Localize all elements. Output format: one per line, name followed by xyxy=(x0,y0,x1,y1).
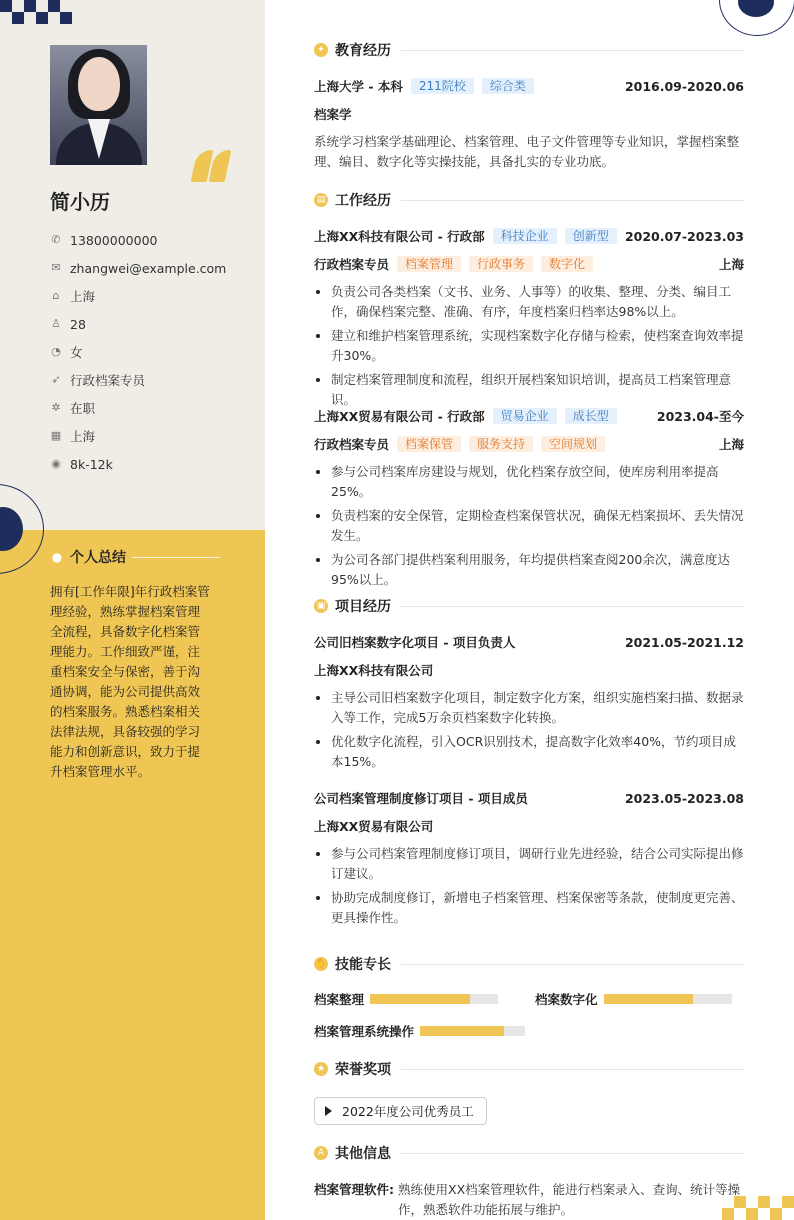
award-item: 2022年度公司优秀员工 xyxy=(314,1097,487,1125)
job-role-row: 行政档案专员 档案保管 服务支持 空间规划 上海 xyxy=(314,437,744,452)
list-item: 建立和维护档案管理系统，实现档案数字化存储与检索，使档案查询效率提升30%。 xyxy=(314,326,744,366)
major-row xyxy=(314,105,744,123)
summary-text: 拥有[工作年限]年行政档案管理经验，熟练掌握档案管理全流程，具备数字化档案管理能力。工作细致严谨，注重档案安全与保密，善于沟通协调，能为公司提供高效的档案服务。熟悉档案相关法律法规，具备较强的学习能力和创新意识，致力于提升档案管理水平。 xyxy=(50,584,210,779)
role-tag: 空间规划 xyxy=(541,436,605,452)
info-icon: A xyxy=(314,1146,328,1160)
other-info-row xyxy=(314,1180,744,1220)
job-company-row: 上海XX贸易有限公司 - 行政部 贸易企业 成长型 2023.04-至今 xyxy=(314,409,744,424)
divider xyxy=(401,200,744,201)
job-bullets xyxy=(314,462,744,594)
skill-item: 档案管理系统操作 xyxy=(314,1023,525,1039)
divider xyxy=(401,50,744,51)
skill-bar-fill xyxy=(604,994,694,1004)
divider xyxy=(401,1069,744,1070)
info-item-work-city: ▦ 上海 xyxy=(50,429,96,444)
job-city: 上海 xyxy=(718,257,744,272)
info-item-position: ➶ 行政档案专员 xyxy=(51,373,146,388)
education-period: 2016.09-2020.06 xyxy=(624,78,744,94)
job-city: 上海 xyxy=(718,437,744,452)
info-item-gender: ◔ 女 xyxy=(51,345,83,360)
role-tag: 服务支持 xyxy=(469,436,533,452)
award-icon: ★ xyxy=(314,1062,328,1076)
major: 档案学 xyxy=(314,107,352,122)
job-role-row: 行政档案专员 档案管理 行政事务 数字化 上海 xyxy=(314,257,744,272)
divider xyxy=(401,964,744,965)
section-other-heading: A 其他信息 xyxy=(314,1143,744,1163)
phone-icon: ✆ xyxy=(51,233,61,246)
summary-heading: ● 个人总结 xyxy=(50,547,220,567)
skill-item: 档案整理 xyxy=(314,991,498,1007)
list-item: 参与公司档案库房建设与规划，优化档案存放空间，使库房利用率提高25%。 xyxy=(314,462,744,502)
info-item-email: ✉ zhangwei@example.com xyxy=(51,260,227,276)
role-tag: 行政事务 xyxy=(469,256,533,272)
project-name-row: 公司档案管理制度修订项目 - 项目成员 2023.05-2023.08 xyxy=(314,790,744,806)
company-tag: 科技企业 xyxy=(493,228,557,244)
list-item: 优化数字化流程，引入OCR识别技术，提高数字化效率40%，节约项目成本15%。 xyxy=(314,732,744,772)
gender-icon: ◔ xyxy=(51,345,61,358)
skill-bar xyxy=(420,1026,525,1036)
age-icon: ♙ xyxy=(51,317,61,330)
education-icon: ✦ xyxy=(314,43,328,57)
school-tag: 综合类 xyxy=(482,78,534,94)
project-bullets xyxy=(314,688,744,776)
role-tag: 档案保管 xyxy=(397,436,461,452)
job-bullets xyxy=(314,282,744,414)
skill-bar xyxy=(604,994,732,1004)
send-icon: ➶ xyxy=(51,373,61,386)
list-item: 主导公司旧档案数字化项目，制定数字化方案，组织实施档案扫描、数据录入等工作，完成5万余页档案数字化转换。 xyxy=(314,688,744,728)
section-work-heading: ▤ 工作经历 xyxy=(314,190,744,210)
list-item: 为公司各部门提供档案利用服务，年均提供档案查阅200余次，满意度达95%以上。 xyxy=(314,550,744,590)
project-icon: ▣ xyxy=(314,599,328,613)
divider xyxy=(401,606,744,607)
quote-mark-icon xyxy=(190,150,230,184)
list-item: 负责档案的安全保管，定期检查档案保管状况，确保无档案损坏、丢失情况发生。 xyxy=(314,506,744,546)
other-info-value: 熟练使用XX档案管理软件，能进行档案录入、查询、统计等操作，熟悉软件功能拓展与维护。 xyxy=(398,1182,741,1217)
project-name-row: 公司旧档案数字化项目 - 项目负责人 2021.05-2021.12 xyxy=(314,634,744,650)
list-item: 负责公司各类档案（文书、业务、人事等）的收集、整理、分类、编目工作，确保档案完整、准确、有序，年度档案归档率达98%以上。 xyxy=(314,282,744,322)
school-name: 上海大学 - 本科 xyxy=(314,79,403,94)
skill-item: 档案数字化 xyxy=(535,991,732,1007)
skills-icon: ✋ xyxy=(315,959,327,969)
education-description: 系统学习档案学基础理论、档案管理、电子文件管理等专业知识，掌握档案整理、编目、数字化等实操技能，具备扎实的专业功底。 xyxy=(314,134,740,169)
project-company-row: 上海XX贸易有限公司 xyxy=(314,819,434,834)
salary-icon: ◉ xyxy=(51,457,61,470)
play-icon xyxy=(325,1106,332,1116)
section-education-heading: ✦ 教育经历 xyxy=(314,40,744,60)
education-row xyxy=(314,77,744,95)
skill-bar xyxy=(370,994,498,1004)
section-awards-heading: ★ 荣誉奖项 xyxy=(314,1059,744,1079)
skill-bar-fill xyxy=(370,994,470,1004)
contact-info-list xyxy=(50,226,260,478)
status-icon: ✲ xyxy=(51,401,61,414)
section-projects-heading: ▣ 项目经历 xyxy=(314,596,744,616)
briefcase-icon: ▤ xyxy=(314,193,328,207)
job-period: 2023.04-至今 xyxy=(656,409,744,424)
role-tag: 数字化 xyxy=(541,256,593,272)
mail-icon: ✉ xyxy=(51,261,61,274)
section-skills-heading: ✋ 技能专长 xyxy=(314,954,744,974)
profile-name: 简小历 xyxy=(50,190,110,214)
avatar xyxy=(50,45,147,165)
home-icon: ⌂ xyxy=(52,289,60,302)
decorative-circle-right xyxy=(719,0,794,36)
company-tag: 贸易企业 xyxy=(493,408,557,424)
role-tag: 档案管理 xyxy=(397,256,461,272)
other-info-key: 档案管理软件: xyxy=(314,1182,394,1197)
info-item-salary: ◉ 8k-12k xyxy=(51,456,113,472)
skill-bar-fill xyxy=(420,1026,504,1036)
school-tag: 211院校 xyxy=(411,78,474,94)
info-item-status: ✲ 在职 xyxy=(51,401,96,416)
info-item-location: ⌂ 上海 xyxy=(50,282,260,310)
divider xyxy=(401,1153,744,1154)
project-period: 2021.05-2021.12 xyxy=(624,634,744,650)
info-item-phone: ✆ 13800000000 xyxy=(51,232,158,248)
list-item: 制定档案管理制度和流程，组织开展档案知识培训，提高员工档案管理意识。 xyxy=(314,370,744,410)
project-company-row: 上海XX科技有限公司 xyxy=(314,663,434,678)
project-bullets xyxy=(314,844,744,932)
list-item: 参与公司档案管理制度修订项目，调研行业先进经验，结合公司实际提出修订建议。 xyxy=(314,844,744,884)
person-icon: ● xyxy=(51,550,63,564)
list-item: 协助完成制度修订，新增电子档案管理、档案保密等条款，使制度更完善、更具操作性。 xyxy=(314,888,744,928)
divider xyxy=(132,557,220,558)
company-tag: 成长型 xyxy=(565,408,617,424)
company-tag: 创新型 xyxy=(565,228,617,244)
info-item-age: ♙ 28 xyxy=(51,316,86,332)
job-period: 2020.07-2023.03 xyxy=(624,228,744,244)
project-period: 2023.05-2023.08 xyxy=(624,790,744,806)
checker-pattern-top-left xyxy=(0,0,76,24)
job-company-row: 上海XX科技有限公司 - 行政部 科技企业 创新型 2020.07-2023.03 xyxy=(314,228,744,244)
building-icon: ▦ xyxy=(50,429,62,442)
